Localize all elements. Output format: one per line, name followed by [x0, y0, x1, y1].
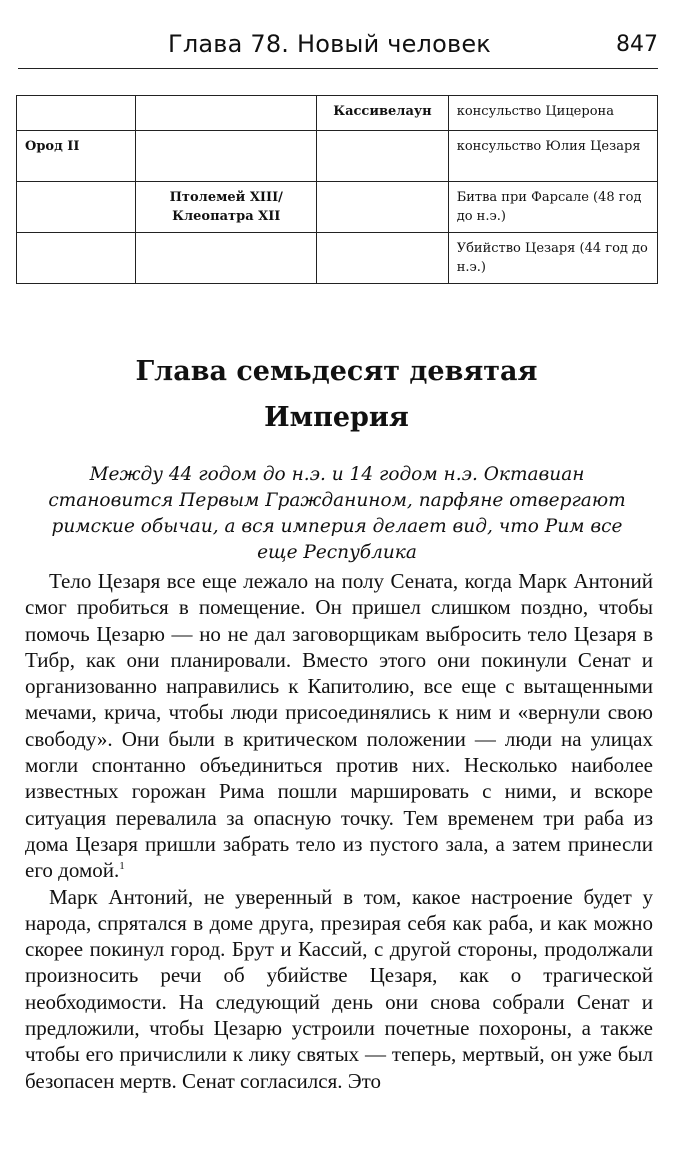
running-title: Глава 78. Новый человек	[168, 30, 491, 58]
page-header	[18, 28, 658, 68]
table-cell	[17, 233, 136, 284]
table-cell	[17, 182, 136, 233]
table-cell	[136, 233, 317, 284]
chapter-number-title: Глава семьдесят девятая	[135, 356, 538, 387]
header-rule	[18, 68, 658, 69]
table-cell	[317, 182, 448, 233]
table-cell	[17, 96, 136, 131]
table-row	[17, 96, 658, 131]
chapter-name: Империя	[264, 402, 409, 433]
timeline-table	[16, 95, 658, 284]
footnote-marker[interactable]: 1	[119, 860, 125, 873]
body-text	[25, 568, 653, 1094]
table-cell: Убийство Цезаря (44 год до н.э.)	[448, 233, 657, 284]
table-cell: Кассивелаун	[317, 96, 448, 131]
table-cell: Птолемей XIII/ Клеопатра XII	[136, 182, 317, 233]
paragraph-text: Тело Цезаря все еще лежало на полу Сената, когда Марк Антоний смог пробиться в помещение. Он пришел слишком поздно, чтобы помочь Цезарю — но не дал заговорщикам выбросить тело Цезаря в Тибр, как они планировали. Вместо этого они покинули Сенат и организованно направились к Капитолию, все еще с вытащенными мечами, крича, чтобы люди присоединялись к ним и «вернули свою свободу». Они были в критическом положении — люди на улицах могли спонтанно объединиться против них. Несколько наиболее известных горожан Рима пошли маршировать с ними, и вскоре ситуация перевалила за опасную точку. Тем временем три раба из дома Цезаря пришли забрать тело из пустого зала, а затем принесли его домой.	[25, 569, 653, 883]
table-row	[17, 233, 658, 284]
chapter-epigraph: Между 44 годом до н.э. и 14 годом н.э. Октавиан становится Первым Гражданином, парфяне отвергают римские обычаи, а вся империя делает вид, что Рим все еще Республика	[48, 464, 626, 563]
paragraph	[25, 884, 653, 1094]
table-cell	[317, 131, 448, 182]
page-number: 847	[616, 32, 658, 57]
table-cell	[136, 131, 317, 182]
table-row	[17, 182, 658, 233]
table-cell	[317, 233, 448, 284]
table-cell: консульство Цицерона	[448, 96, 657, 131]
table-cell: Битва при Фарсале (48 год до н.э.)	[448, 182, 657, 233]
table-row	[17, 131, 658, 182]
paragraph	[25, 568, 653, 884]
table-cell	[136, 96, 317, 131]
table-cell: Ород II	[17, 131, 136, 182]
table-cell: консульство Юлия Цезаря	[448, 131, 657, 182]
paragraph-text: Марк Антоний, не уверенный в том, какое настроение будет у народа, спрятался в доме друга, презирая себя как раба, и как можно скорее покинул город. Брут и Кассий, с другой стороны, продолжали произносить речи об убийстве Цезаря, как о трагической необходимости. На следующий день они снова собрали Сенат и предложили, чтобы Цезарю устроили почетные похороны, а также чтобы его причислили к лику святых — теперь, мертвый, он уже был безопасен мертв. Сенат согласился. Это	[25, 884, 653, 1093]
